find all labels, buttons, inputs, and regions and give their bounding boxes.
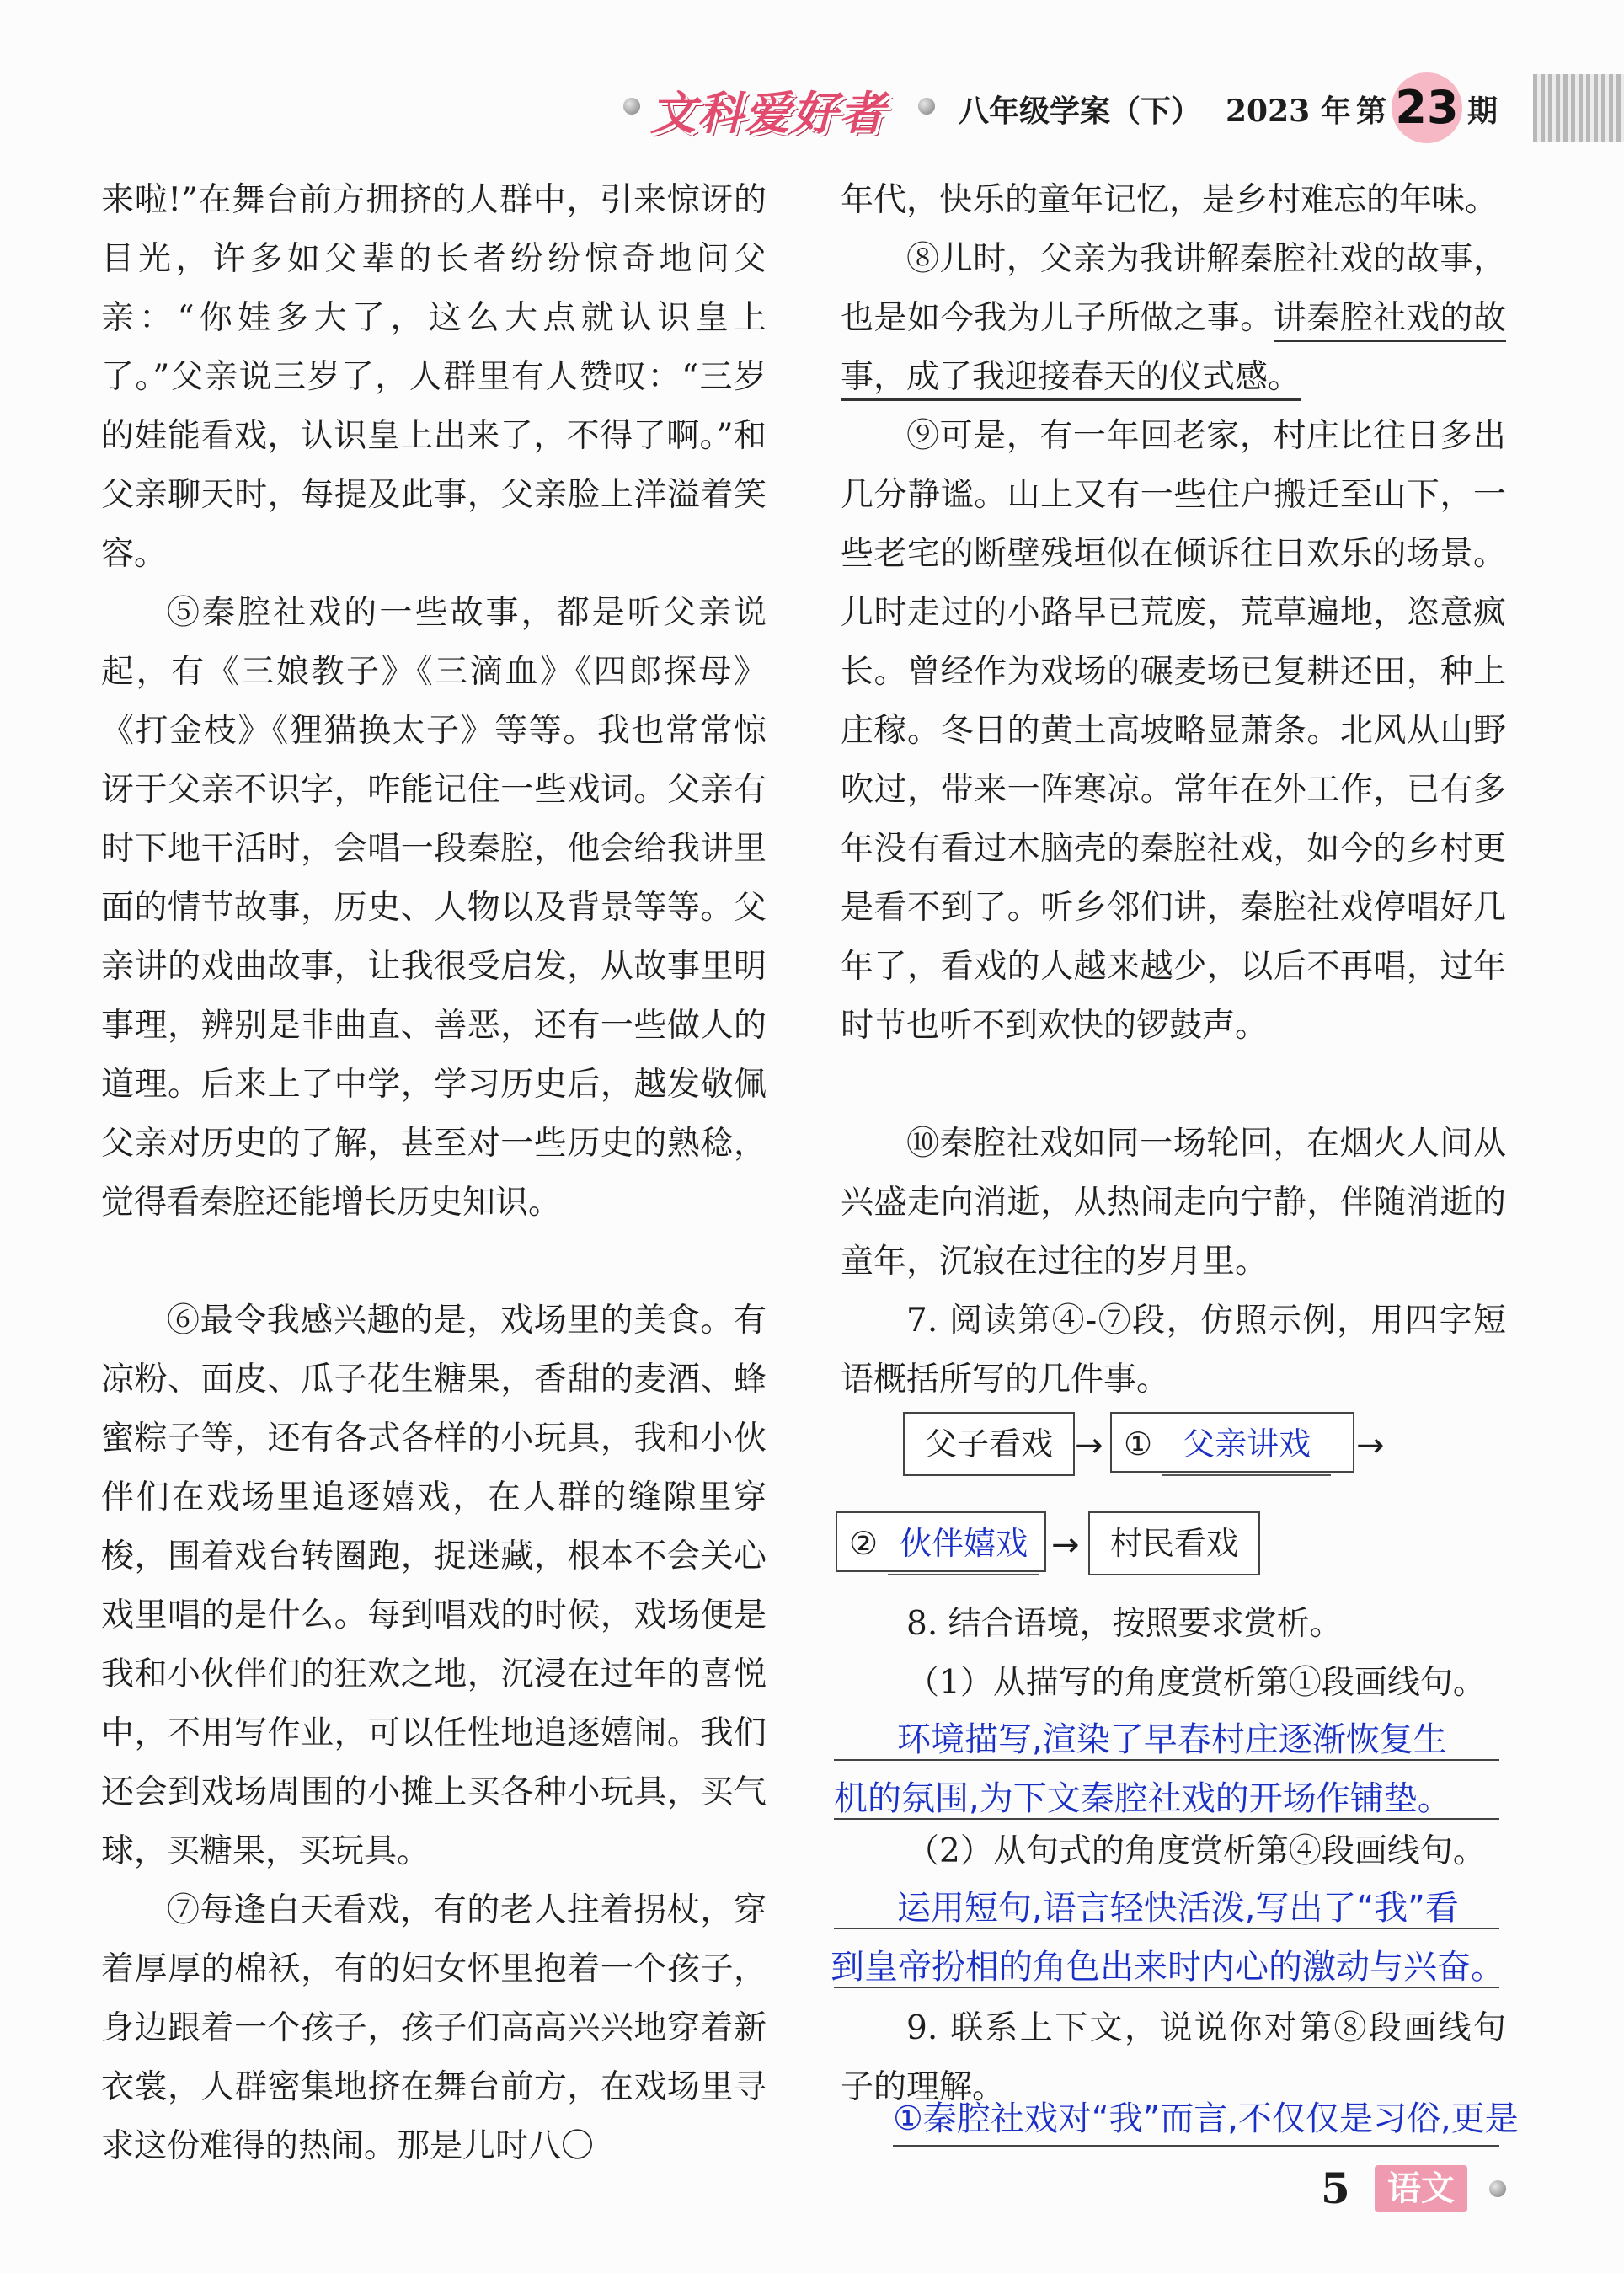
- answer-line: [834, 1759, 1499, 1761]
- answer-8-2-line-1: 运用短句,语言轻快活泼,写出了“我”看: [897, 1889, 1459, 1928]
- answer-line: [893, 2145, 1499, 2147]
- grade-label: 八年级学案（下）: [959, 94, 1202, 129]
- issue-prefix: 第: [1356, 94, 1387, 129]
- paragraph-7-cont: 年代，快乐的童年记忆，是乡村难忘的年味。: [841, 181, 1498, 219]
- question-8-2: （2）从句式的角度赏析第④段画线句。: [906, 1832, 1486, 1870]
- answer-8-2-line-2: 到皇帝扮相的角色出来时内心的激动与兴奋。: [831, 1948, 1504, 1987]
- header-stripes: [1533, 74, 1624, 142]
- answer-line: [834, 1987, 1499, 1988]
- question-8-1: （1）从描写的角度赏析第①段画线句。: [906, 1664, 1486, 1702]
- answer-8-1-line-1: 环境描写,渲染了早春村庄逐渐恢复生: [897, 1720, 1447, 1759]
- arrow-right-icon: →: [1075, 1426, 1103, 1465]
- flow-box-answer-1: [1110, 1412, 1354, 1473]
- question-7: 7. 阅读第④-⑦段，仿照示例，用四字短语概括所写的几件事。: [841, 1302, 1506, 1399]
- arrow-right-icon: →: [1051, 1526, 1080, 1564]
- answer-line: [834, 1928, 1499, 1929]
- paragraph-9: ⑨可是，有一年回老家，村庄比往日多出几分静谧。山上又有一些住户搬迁至山下，一些老宅的断壁残垣似在倾诉往日欢乐的场景。儿时走过的小路早已荒废，荒草遍地，恣意疯长。曾经作为戏场的碾麦场已复耕还田，种上庄稼。冬日的黄土高坡略显萧条。北风从山野吹过，带来一阵寒凉。常年在外工作，已有多年没有看过木脑壳的秦腔社戏，如今的乡村更是看不到了。听乡邻们讲，秦腔社戏停唱好几年了，看戏的人越来越少，以后不再唱，过年时节也听不到欢快的锣鼓声。: [841, 417, 1506, 1045]
- issue-suffix: 期: [1467, 94, 1498, 129]
- bullet-dot-icon: [1489, 2180, 1506, 2197]
- paragraph-5: ⑤秦腔社戏的一些故事，都是听父亲说起，有《三娘教子》《三滴血》《四郎探母》《打金枝》《狸猫换太子》等等。我也常常惊讶于父亲不识字，咋能记住一些戏词。父亲有时下地干活时，会唱一段秦腔，他会给我讲里面的情节故事，历史、人物以及背景等等。父亲讲的戏曲故事，让我很受启发，从故事里明事理，辨别是非曲直、善恶，还有一些做人的道理。后来上了中学，学习历史后，越发敬佩父亲对历史的了解，甚至对一些历史的熟稔，觉得看秦腔还能增长历史知识。: [101, 594, 767, 1222]
- paragraph-6: ⑥最令我感兴趣的是，戏场里的美食。有凉粉、面皮、瓜子花生糖果，香甜的麦酒、蜂蜜粽子等，还有各式各样的小玩具，我和小伙伴们在戏场里追逐嬉戏，在人群的缝隙里穿梭，围着戏台转圈跑，捉迷藏，根本不会关心戏里唱的是什么。每到唱戏的时候，戏场便是我和小伙伴们的狂欢之地，沉浸在过年的喜悦中，不用写作业，可以任性地追逐嬉闹。我们还会到戏场周围的小摊上买各种小玩具，买气球，买糖果，买玩具。: [101, 1302, 767, 1870]
- answer-2-number: ②: [849, 1525, 879, 1562]
- paragraph-8: [841, 230, 1506, 407]
- page-number: 5: [1321, 2163, 1350, 2213]
- bullet-dot-icon: [623, 98, 640, 115]
- paragraph-10: ⑩秦腔社戏如同一场轮回，在烟火人间从兴盛走向消逝，从热闹走向宁静，伴随消逝的童年，沉寂在过往的岁月里。: [841, 1125, 1506, 1281]
- question-9: 9. 联系上下文，说说你对第⑧段画线句子的理解。: [841, 2009, 1506, 2106]
- answer-1-handwriting: 父亲讲戏: [1162, 1414, 1331, 1476]
- answer-8-1-line-2: 机的氛围,为下文秦腔社戏的开场作铺垫。: [834, 1779, 1451, 1818]
- paragraph-4-cont: 来啦!”在舞台前方拥挤的人群中，引来惊讶的目光，许多如父辈的长者纷纷惊奇地问父亲：“你娃多大了，这么大点就认识皇上了。”父亲说三岁了，人群里有人赞叹：“三岁的娃能看戏，认识皇上出来了，不得了啊。”和父亲聊天时，每提及此事，父亲脸上洋溢着笑容。: [101, 181, 767, 573]
- arrow-right-icon: →: [1356, 1426, 1385, 1465]
- issue-number: 23: [1392, 72, 1462, 143]
- paragraph-8-text: ⑧儿时，父亲为我讲解秦腔社戏的故事，也是如今我为儿子所做之事。: [841, 240, 1506, 337]
- answer-1-number: ①: [1124, 1425, 1153, 1463]
- paragraph-7: ⑦每逢白天看戏，有的老人拄着拐杖，穿着厚厚的棉袄，有的妇女怀里抱着一个孩子，身边跟着一个孩子，孩子们高高兴兴地穿着新衣裳，人群密集地挤在舞台前方，在戏场里寻求这份难得的热闹。那是儿时八〇: [101, 1891, 767, 2165]
- answer-2-handwriting: 伙伴嬉戏: [888, 1513, 1039, 1575]
- bullet-dot-icon: [918, 98, 935, 115]
- flow-box-father-son: 父子看戏: [903, 1412, 1075, 1476]
- answer-line: [834, 1818, 1499, 1820]
- page-header: [0, 76, 1624, 143]
- flow-box-villagers: 村民看戏: [1088, 1511, 1260, 1575]
- flow-box-answer-2: [836, 1511, 1046, 1572]
- subject-badge: 语文: [1375, 2165, 1467, 2212]
- question-8: 8. 结合语境，按照要求赏析。: [906, 1605, 1343, 1643]
- answer-9-line-1: ①秦腔社戏对“我”而言,不仅仅是习俗,更是: [893, 2099, 1519, 2138]
- year-label: 2023 年: [1226, 94, 1351, 129]
- magazine-logo: 文科爱好者: [650, 87, 886, 140]
- paragraph-8-underlined-sentence: 讲秦腔社戏的故事，成了我迎接春天的仪式感。: [841, 299, 1506, 401]
